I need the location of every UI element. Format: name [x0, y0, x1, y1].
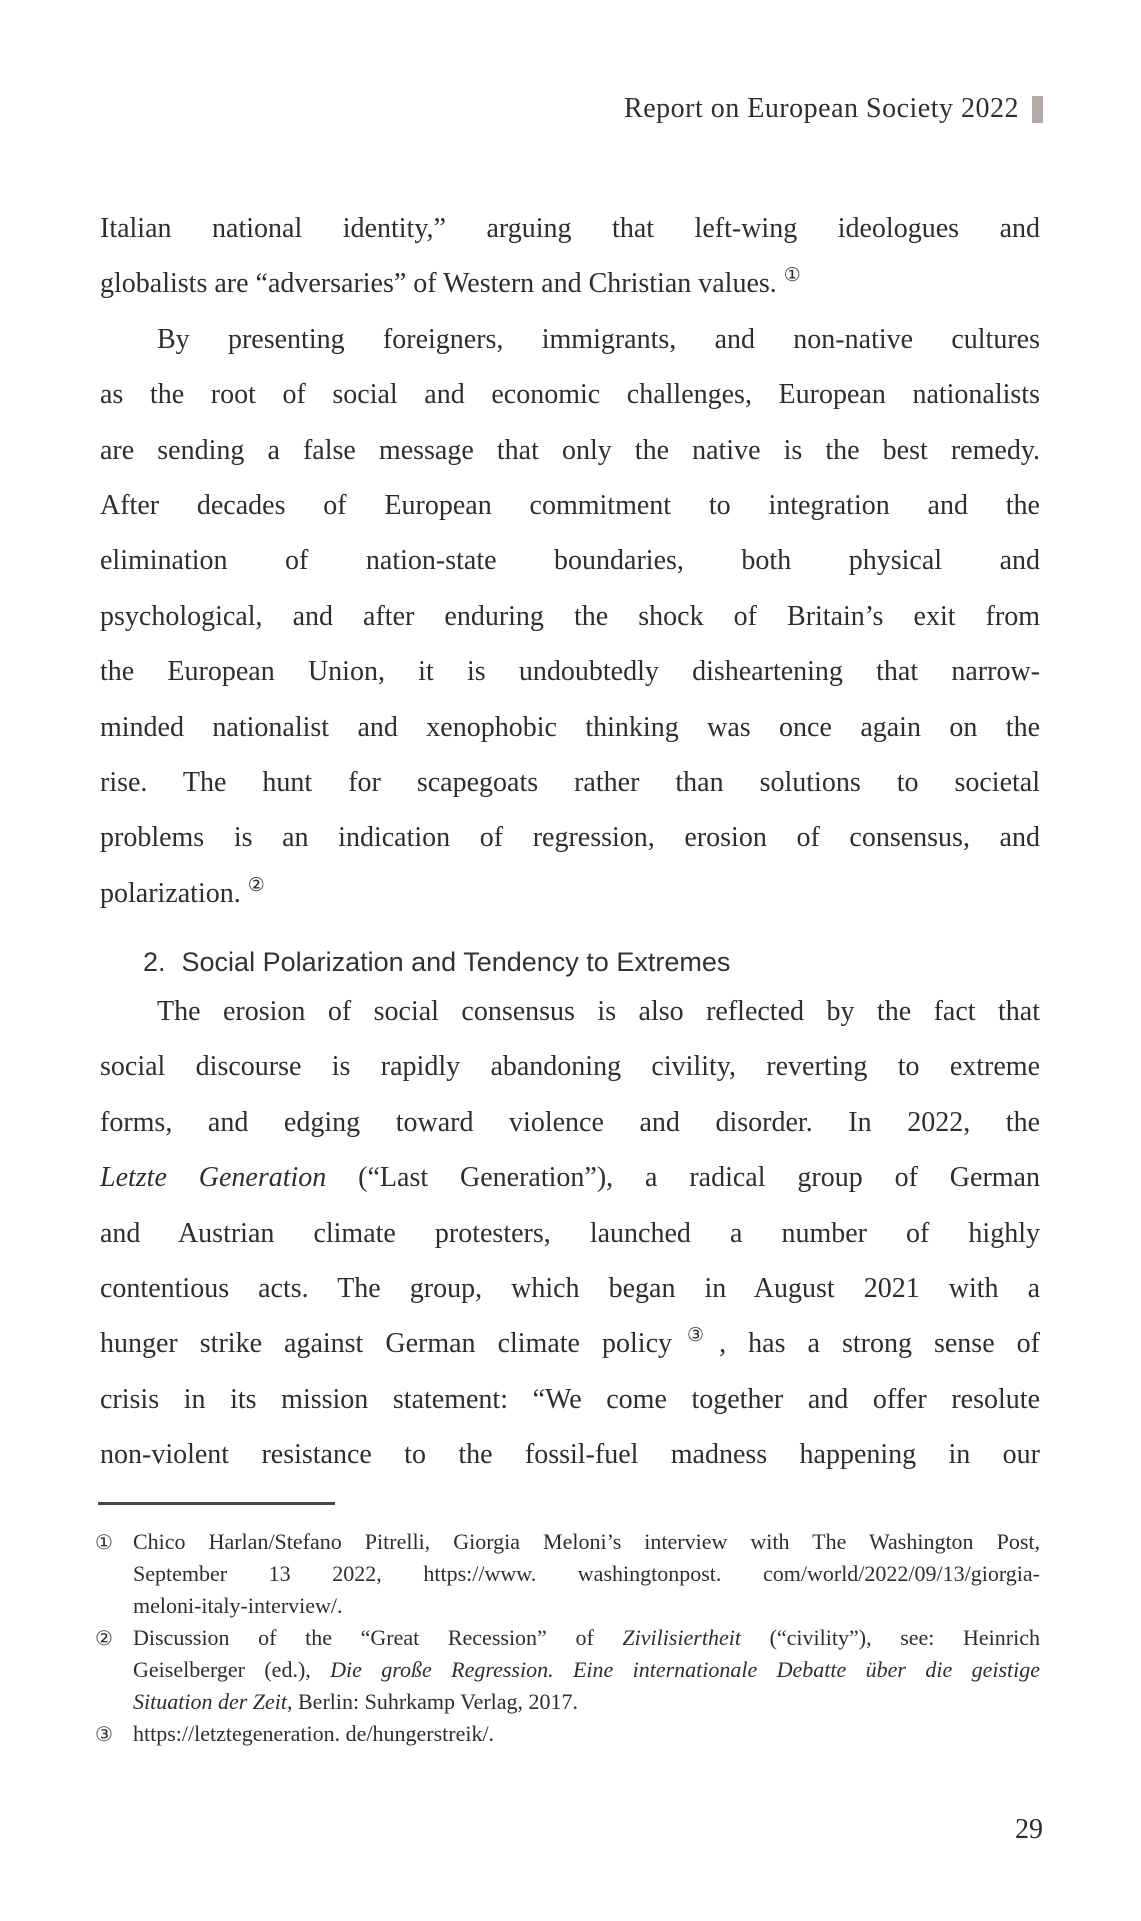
text-segment: minded nationalist and xenophobic thinking was once again on the: [100, 711, 1040, 743]
text-line: [100, 1206, 1040, 1261]
text-line: [100, 367, 1040, 422]
text-segment: the European Union, it is undoubtedly disheartening that narrow-: [100, 656, 1040, 688]
footnote-line: [95, 1686, 1040, 1718]
text-segment: September 13 2022, https://www. washingtonpost. com/world/2022/09/13/giorgia-: [133, 1561, 1040, 1586]
text-line: [100, 984, 1040, 1039]
text-segment: and Austrian climate protesters, launched a number of highly: [100, 1217, 1040, 1249]
text-segment: Italian national identity,” arguing that left-wing ideologues and: [100, 213, 1040, 244]
text-line: [100, 866, 1040, 921]
text-segment: https://letztegeneration. de/hungerstreik/.: [133, 1721, 495, 1746]
section-number: 2.: [143, 947, 166, 977]
text-line: [100, 312, 1040, 367]
text-line: [100, 1316, 1040, 1371]
text-segment: social discourse is rapidly abandoning civility, reverting to extreme: [100, 1051, 1040, 1083]
footnote-line: [95, 1526, 1040, 1558]
text-segment: hunger strike against German climate policy: [100, 1328, 672, 1360]
text-line: [100, 1039, 1040, 1094]
text-segment: Zivilisiertheit: [622, 1625, 741, 1650]
page-header: [100, 90, 1043, 128]
footnote-reference-sup: ②: [247, 873, 265, 896]
text-segment: polarization.: [100, 877, 248, 909]
text-line: [100, 1150, 1040, 1205]
text-segment: Situation der Zeit: [133, 1689, 287, 1714]
section-title: Social Polarization and Tendency to Extremes: [181, 947, 731, 977]
footnote-line: [95, 1622, 1040, 1654]
text-segment: forms, and edging toward violence and disorder. In 2022, the: [100, 1106, 1040, 1138]
text-segment: (“civility”), see: Heinrich: [740, 1625, 1040, 1650]
text-segment: , Berlin: Suhrkamp Verlag, 2017.: [287, 1689, 579, 1714]
footnote-line: [95, 1718, 1040, 1750]
text-segment: psychological, and after enduring the shock of Britain’s exit from: [100, 600, 1040, 632]
text-line: [100, 700, 1040, 755]
footnote-line: [95, 1558, 1040, 1590]
text-segment: (“Last Generation”), a radical group of German: [326, 1162, 1040, 1194]
text-line: [100, 755, 1040, 810]
footnote-reference-sup: ①: [783, 264, 801, 287]
footnote-separator: [98, 1502, 335, 1505]
section-heading: [143, 936, 730, 988]
text-segment: problems is an indication of regression, erosion of consensus, and: [100, 822, 1040, 854]
text-segment: rise. The hunt for scapegoats rather than solutions to societal: [100, 766, 1040, 798]
footnote-line: [95, 1654, 1040, 1686]
text-line: [100, 1427, 1040, 1482]
text-line: [100, 810, 1040, 865]
text-segment: Discussion of the “Great Recession” of: [133, 1625, 623, 1650]
text-segment: contentious acts. The group, which began in August 2021 with a: [100, 1272, 1040, 1304]
text-segment: After decades of European commitment to integration and the: [100, 489, 1040, 521]
text-line: [100, 1261, 1040, 1316]
text-line: [100, 644, 1040, 699]
footnote-line: [95, 1590, 1040, 1622]
text-segment: as the root of social and economic challenges, European nationalists: [100, 379, 1040, 411]
text-segment: Geiselberger (ed.),: [133, 1657, 331, 1682]
text-segment: non-violent resistance to the fossil-fuel madness happening in our: [100, 1439, 1040, 1471]
text-line: [100, 478, 1040, 533]
footnotes-block: [95, 1526, 1040, 1750]
text-segment: Die große Regression. Eine internationale Debatte über die geistige: [330, 1657, 1041, 1682]
text-line: [100, 533, 1040, 588]
text-segment: crisis in its mission statement: “We come together and offer resolute: [100, 1383, 1040, 1415]
text-segment: Letzte Generation: [100, 1162, 327, 1194]
text-segment: globalists are “adversaries” of Western and Christian values.: [100, 268, 784, 300]
text-segment: meloni-italy-interview/.: [133, 1593, 343, 1618]
text-line: [100, 589, 1040, 644]
page-number: 29: [1015, 1814, 1043, 1845]
body-text-block-1: [100, 201, 1040, 921]
footnote-marker: ③: [95, 1722, 113, 1746]
text-line: [100, 423, 1040, 478]
running-head-title: Report on European Society 2022: [624, 93, 1019, 124]
footnote-marker: ②: [95, 1626, 113, 1650]
text-segment: Chico Harlan/Stefano Pitrelli, Giorgia Meloni’s interview with The Washington Post,: [133, 1529, 1040, 1554]
footnote-marker: ①: [95, 1530, 113, 1554]
text-line: [100, 256, 1040, 311]
text-segment: The erosion of social consensus is also reflected by the fact that: [157, 996, 1040, 1027]
text-segment: are sending a false message that only the native is the best remedy.: [100, 434, 1040, 466]
text-segment: elimination of nation-state boundaries, both physical and: [100, 545, 1040, 577]
text-line: [100, 201, 1040, 256]
text-line: [100, 1372, 1040, 1427]
text-segment: By presenting foreigners, immigrants, and non-native cultures: [157, 323, 1040, 355]
text-line: [100, 1095, 1040, 1150]
body-text-block-2: [100, 984, 1040, 1483]
footnote-reference-sup: ③: [672, 1324, 720, 1347]
text-segment: , has a strong sense of: [719, 1328, 1040, 1360]
header-bar-decoration: [1032, 96, 1043, 123]
